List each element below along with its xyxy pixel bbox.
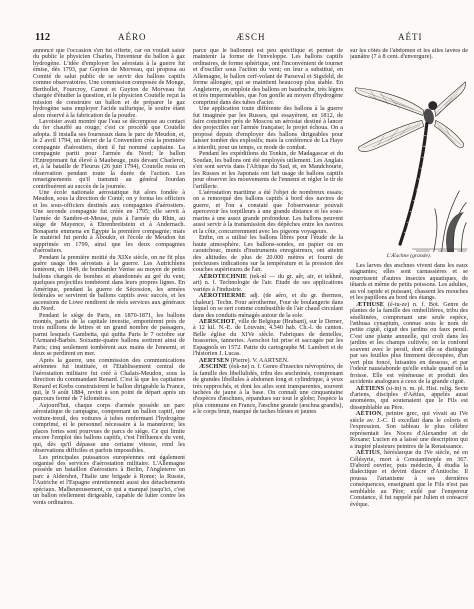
paragraph: annoncé que l'occasion s'en fut offerte, car on voulait saisir du public le physicien Charles, l'inventeur du ballon à gaz hydrogène. L'idée d'employer les aérostats à la guerre fut émise, dès 1793, par Guyton de Morveau, qui proposa au Comité de salut public de se servir des ballons captifs comme observatoires. Une commission composée de Monge, Berthollet, Fourcroy, Carnot et Guyton de Morveau fut chargée d'étudier la question, et le physicien Coutelle reçut la mission de construire un ballon et de préparer le gaz hydrogène sans employer l'acide sulfurique, le soufre étant alors réservé à la fabrication de la poudre. [33, 48, 185, 119]
paragraph: Les principales puissances européennes ont également organisé des services d'aérostation militaire. L'Allemagne possède un bataillon d'aérostiers à Berlin, l'Angleterre un parc à Aldershot, l'Italie une brigade à Rome; la Russie, l'Autriche et l'Espagne entretiennent aussi des détachements spéciaux. Malheureusement, ce qui a manqué jusqu'ici, c'est un ballon réellement dirigeable, capable de lutter contre les vents ordinaires. [33, 453, 185, 506]
dictionary-entry [350, 450, 468, 508]
paragraph: Une application toute différente des ballons à la guerre fut imaginée par les Russes, qui essayèrent, en 1812, de faire construire près de Moscou un aérostat destiné à lancer des projectiles sur l'armée française; le projet échoua. On a proposé depuis d'employer des ballons dirigeables pour laisser tomber des explosifs; mais la conférence de La Haye a interdit, pour un temps, ce mode de combat. [193, 105, 343, 151]
paragraph: Une école nationale aérostatique fut alors fondée à Meudon, sous la direction de Conté; on y forma les officiers et les sous-officiers destinés aux compagnies d'aérostiers. Une seconde compagnie fut créée en 1795; elle servit à l'armée de Sambre-et-Meuse, puis à l'armée du Rhin, au siège de Mayence, à Ehrenbreitstein et à Andernach. Bonaparte emmena en Égypte la première compagnie; mais le matériel fut perdu à Aboukir, et l'école de Meudon fut supprimée en 1799, ainsi que les deux compagnies d'aérostiers. [33, 188, 185, 255]
dictionary-entry [193, 364, 343, 416]
dictionary-entry [193, 293, 343, 319]
entry-text: (Pierre). V. AARTSEN. [229, 356, 289, 364]
guide-word-middle: ÆSCH [236, 32, 266, 42]
entry-text: (èsk-ne) n. f. Genre d'insectes névroptères, de la famille des libellulidés, tribu des æschninés, comprenant de grandes libellules à abdomen long et cylindrique, à yeux très rapprochés, et dont les ailes sont transparentes, souvent tachées de jaune à la base. On connaît une cinquantaine d'espèces d'æschnes, répandues sur tout le globe; l'espèce la plus commune en France, l'æschne grande (æschna grandis), a le corps brun, marqué de taches bleues et jaunes [193, 363, 343, 416]
entry-text: (si-in) n. m. pl. Hist. relig. Secte d'ariens, disciples d'Aétius, appelés aussi anoméens, qui soutenaient que le Fils est dissemblable au Père. [350, 384, 468, 411]
middle-column [193, 48, 343, 603]
entry-text: (é-tu-ze) n. f. Bot. Genre de plantes de la famille des ombellifères, tribu des séséliinées, comprenant une seule espèce, l'æthusa cynapium, connue sous le nom de petite ciguë, ciguë des jardins ou faux persil. C'est une plante annuelle, qui croît dans les jardins et les champs cultivés; on la confond souvent avec le persil, dont elle se distingue par ses feuilles plus finement découpées, d'un vert plus foncé, luisantes en dessous, et par l'odeur nauséabonde qu'elle exhale quand on la froisse. Elle est vénéneuse et produit des accidents analogues à ceux de la grande ciguë. [350, 300, 468, 386]
headword: AÉTION [356, 410, 382, 418]
paragraph: Pendant les expéditions du Tonkin, de Madagascar et du Soudan, les ballons ont été employés utilement. Les Anglais s'en sont servis dans l'Afrique du Sud, et, en Mandchourie, les Russes et les Japonais ont fait usage de ballons captifs pour observer les mouvements de l'ennemi et régler le tir de l'artillerie. [193, 150, 343, 190]
paragraph: Les larves des æschnes vivent dans les eaux stagnantes; elles sont carnassières et se nourrissent d'autres insectes aquatiques, de têtards et même de petits poissons. Les adultes, au vol rapide et puissant, chassent les mouches et les papillons au bord des étangs. [350, 261, 468, 302]
forewing-left [355, 88, 424, 116]
paragraph: Pendant la première moitié du XIXe siècle, on ne fit plus guère usage des aérostats à la guerre. Les Autrichiens tentèrent, en 1849, de bombarder Venise au moyen de petits ballons chargés de bombes et abandonnés au gré du vent; quelques projectiles tombèrent dans leurs propres lignes. En Amérique, pendant la guerre de Sécession, les armées fédérales se servirent de ballons captifs avec succès, et les ascensions de Lowe rendirent de réels services aux généraux du Nord. [33, 253, 185, 313]
left-column [33, 48, 185, 603]
headword: AÉROTECHNIE [199, 272, 248, 280]
hindwing-right [435, 120, 464, 147]
entry-text: , peintre grec, qui vivait au IVe siècle av. J.-C. Il excellait dans le coloris et l'expression. Son tableau le plus célèbre représentait les Noces d'Alexandre et de Roxane; Lucien en a laissé une description qui a inspiré plusieurs peintres de la Renaissance. [350, 410, 468, 450]
entry-text: (tek-nî — du gr. aêr, air, et tekhnê, art) n. f. Technologie de l'air. Etude de ses applications variées à l'industrie. [193, 272, 343, 293]
paragraph: sur les côtés de l'abdomen et les ailes lavées de jaunâtre (7 à 8 cent. d'envergure). [350, 48, 468, 61]
entry-text: adj. (de aéro, et du gr. thermos, chaleur). Techn. Four aérotherme, Four de boulangerie dans lequel on se sert comme combustible de l'air chaud circulant dans des conduits ménagés autour de la sole. [193, 292, 343, 319]
headword: ÆSCHNE [199, 363, 228, 371]
paragraph: Lavoisier avait montré que l'eau se décompose au contact du fer chauffé au rouge; c'est ce procédé que Coutelle adopta. Il installa ses fourneaux dans le parc de Meudon, et, le 2 avril 1794, un décret de la Convention créa la première compagnie d'aérostiers, dont il fut nommé capitaine. La compagnie partit pour l'armée du Nord; le ballon l'Entreprenant fut élevé à Maubeuge, puis devant Charleroi, et, à la bataille de Fleurus (26 juin 1794), Coutelle resta en observation pendant toute la durée de l'action. Les renseignements qu'il transmit au général Jourdan contribuèrent au succès de la journée. [33, 117, 185, 190]
dictionary-entry [193, 274, 343, 293]
dragonfly-abdomen [400, 123, 427, 244]
paragraph: L'aérostation maritime a été l'objet de nombreux essais; on a remorqué des ballons captifs à bord des navires de guerre, et l'on a constaté que l'observateur pouvait apercevoir les torpilleurs à une grande distance et les sous-marins à une assez grande profondeur. Les ballons peuvent aussi servir à la transmission des dépêches entre les navires et la côte, concurremment avec les pigeons voyageurs. [193, 188, 343, 235]
dictionary-entry [350, 386, 468, 412]
dragonfly-head [428, 101, 437, 110]
paragraph: Pendant le siège de Paris, en 1870-1871, les ballons montés, partis de la capitale investie, emportèrent près de trois millions de lettres et un grand nombre de passagers, parmi lesquels Gambetta, qui quitta Paris le 7 octobre sur l'Armand-Barbès. Soixante-quatre ballons sortirent ainsi de Paris; cinq seulement tombèrent aux mains de l'ennemi, et deux se perdirent en mer. [33, 311, 185, 358]
reed-leaf [446, 212, 463, 252]
headword: AERTSEN [199, 356, 230, 364]
figure-caption: L'Æschne (grande). [386, 252, 432, 259]
water-line [412, 249, 467, 251]
right-column [350, 48, 468, 603]
dictionary-entry [350, 411, 468, 450]
paragraph: Enfin, on a utilisé les ballons libres pour l'étude de la haute atmosphère. Les ballons-sondes, en papier ou en caoutchouc, munis d'instruments enregistreurs, ont atteint des altitudes de plus de 20.000 mètres et fourni de précieuses indications sur la température et la pression des couches supérieures de l'air. [193, 234, 343, 274]
headword: AÉTIENS [356, 384, 385, 392]
dragonfly-thorax [422, 108, 435, 126]
dictionary-entry [350, 302, 468, 386]
forewing-right [435, 82, 466, 117]
page-number: 112 [35, 32, 51, 43]
dragonfly-illustration [350, 64, 468, 252]
dictionary-entry [193, 319, 343, 358]
paragraph: Après la guerre, une commission des communications aériennes fut instituée, et l'Etablissement central de l'aérostation militaire fut créé à Chalais-Meudon, sous la direction du commandant Renard. C'est là que les capitaines Renard et Krebs construisirent le ballon dirigeable la France, qui, le 9 août 1884, revint à son point de départ après un parcours fermé de 7 kilomètres. [33, 356, 185, 403]
headword: AERSCHOT [199, 318, 235, 326]
entry-text: , ville de Belgique (Brabant), sur le Demer, à 12 kil. N.-E. de Louvain; 4.340 hab. Ch.-l. de canton. Belle église du XIVe siècle. Fabriques de dentelles, brasseries, tanneries. Aerschot fut prise et saccagée par les Espagnols en 1572. Patrie du cartographe M. Lambert et de l'historien J. Lucas. [193, 318, 343, 358]
headword: ÆTHUSE [356, 300, 385, 308]
entry-text: , hérésiarque du IVe siècle, né en Célésyrie, mort à Constantinople en 367. D'abord ouvrier, puis médecin, il étudia la dialectique et devint diacre d'Antioche. Il poussa l'arianisme à ses dernières conséquences, enseignant que le Fils n'est pas semblable au Père; exilé par l'empereur Constance, il fut rappelé par Julien et consacré évêque. [350, 449, 468, 508]
headword: AÉROTHERME [199, 292, 246, 300]
guide-word-last: AÉTI [398, 32, 423, 42]
guide-word-first: AÉRO [118, 32, 147, 42]
paragraph: Aujourd'hui, chaque corps d'armée possède un parc aérostatique de campagne, comprenant un ballon captif, une voiture-treuil, des voitures à tubes renfermant l'hydrogène comprimé, et le personnel nécessaire à la manœuvre; les places fortes sont pourvues de parcs de siège. Ce qui limite encore l'emploi des ballons captifs, c'est l'influence du vent, qui, dès qu'il dépasse une certaine vitesse, rend les observations difficiles et parfois impossibles. [33, 401, 185, 455]
paragraph: parce que le ballonnet est peu spécifique et permet de maintenir la forme de l'enveloppe. Les ballons captifs ordinaires, de forme sphérique, ont l'inconvénient de tourner et d'osciller sous l'action du vent; on leur a substitué, en Allemagne, le ballon cerf-volant de Parseval et Sigsfeld, de forme allongée, qui se maintient beaucoup plus stable. En Angleterre, on emploie des ballons en baudruche, très légers et très imperméables, que l'on gonfle au moyen d'hydrogène comprimé dans des tubes d'acier. [193, 48, 343, 106]
headword: AÉTIUS [356, 449, 380, 457]
